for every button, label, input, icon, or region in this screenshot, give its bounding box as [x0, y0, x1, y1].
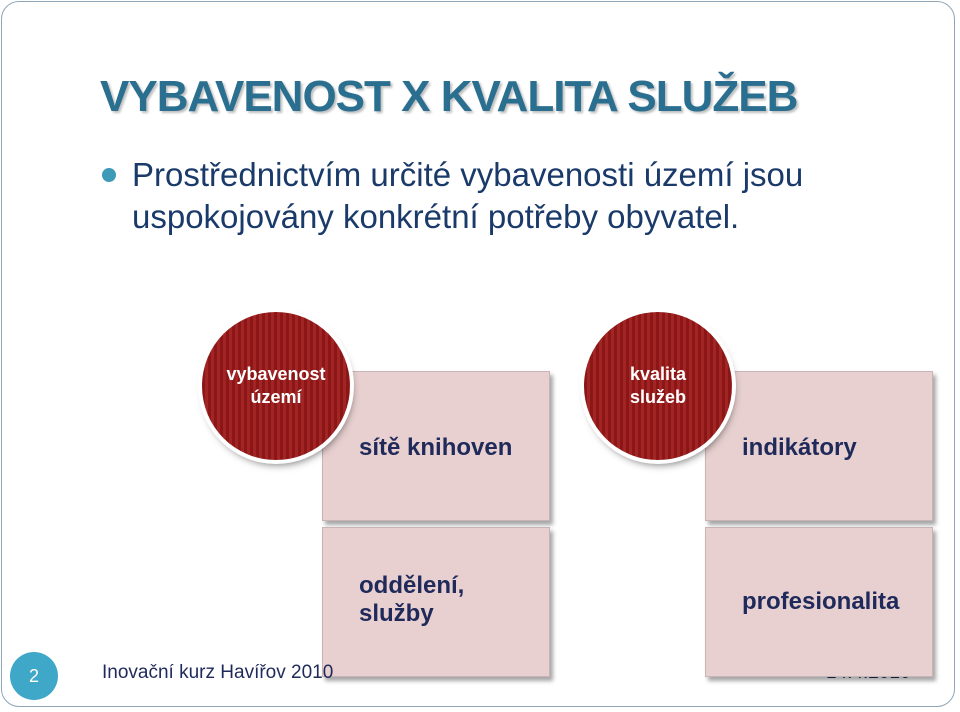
slide-title: VYBAVENOST X KVALITA SLUŽEB — [100, 72, 798, 121]
box-site-knihoven — [322, 371, 550, 521]
circle-vybavenost-uzemi — [202, 312, 350, 460]
footer-text: Inovační kurz Havířov 2010 — [102, 662, 334, 683]
bullet-icon — [102, 168, 116, 182]
box-label: profesionalita — [742, 588, 900, 615]
bullet-text: Prostřednictvím určité vybavenosti území jsou uspokojovány konkrétní potřeby obyvatel. — [132, 156, 804, 235]
box-indikatory — [705, 371, 933, 521]
box-label: indikátory — [742, 434, 857, 461]
box-label: sítě knihoven — [359, 434, 513, 461]
box-label: oddělení, služby — [359, 572, 465, 627]
page-number-badge: 2 — [10, 652, 58, 700]
circle-label: vybavenost území — [226, 364, 326, 407]
circle-kvalita-sluzeb — [584, 312, 732, 460]
box-profesionalita — [705, 527, 933, 677]
box-oddeleni-sluzby — [322, 527, 550, 677]
circle-label: kvalita služeb — [629, 364, 687, 407]
